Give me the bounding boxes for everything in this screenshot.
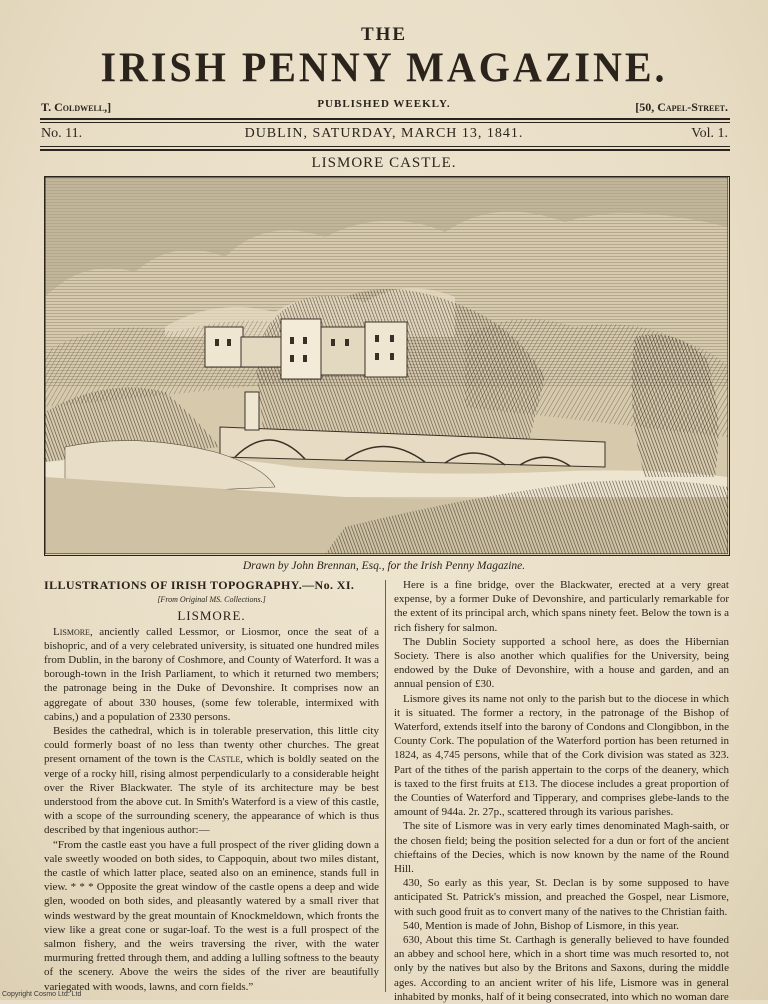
series-title: ILLUSTRATIONS OF IRISH TOPOGRAPHY.—No. XI.	[44, 578, 355, 592]
engraving-illustration	[45, 177, 728, 554]
publisher-name: T. Coldwell,]	[41, 100, 112, 114]
paragraph: The site of Lismore was in very early times denominated Magh-saith, or the chosen field; being the position selected for a dun or fort of the ancient chieftains of the Decies, which is now known by the name of the Round Hill.	[394, 820, 729, 876]
paragraph: 540, Mention is made of John, Bishop of Lismore, in this year.	[403, 919, 679, 932]
paragraph-text: , anciently called Lessmor, or Liosmor, once the seat of a bishopric, and of a very celebrated university, is situated one hundred miles from Dublin, in the barony of Coshmore, and County of Waterford. It was a borough-town in the Irish Parliament, to which it returned two members; the patronage being in the Duke of Devonshire. It comprises now an aggregate of about 330 houses, (some few tolerable, intermixed with cabins,) and a population of 2330 persons.	[44, 625, 379, 723]
quotation-text: “From the castle east you have a full prospect of the river gliding down a vale sweetly wooded on both sides, to Cappoquin, about two miles distant, the castle of which latter place, seated also on an eminence, stands full in view. * * * Opposite the great window of the castle opens a deep and wide glen, wooded on both sides, and pleasantly watered by a small river that winds westward by the great mountain of Knockmeldown, which fronts the view like a great cone or sugar-loaf. To the west is a full prospect of the salmon fishery, and the weirs traversing the river, with the water murmuring fretted through them, and adding a lulling softness to the beauty of the scenery. Above the weirs the sides of the river are beautifully variegated with woods, lawns, and corn fields.”	[44, 838, 379, 993]
paragraph: 630, About this time St. Carthagh is generally believed to have founded an abbey and school here, which in a short time was much resorted to, not only by the natives but also by the Britons and Saxons, during the middle ages. According to an ancient writer of his life, Lismore was in general inhabited by monks, half of it being consecrated, into which no woman dare	[394, 934, 729, 1003]
issue-volume: Vol. 1.	[691, 126, 728, 141]
header-rule-bottom	[40, 146, 730, 147]
paragraph: Here is a fine bridge, over the Blackwater, erected at a very great expense, by a former Duke of Devonshire, and particularly remarkable for the extent of its principal arch, which spans ninety feet. Below the town is a rich fishery for salmon.	[394, 579, 729, 634]
section-heading: LISMORE.	[177, 608, 246, 624]
header-rule-top	[40, 118, 730, 120]
series-note: [From Original MS. Collections.]	[157, 595, 266, 605]
paragraph: 430, So early as this year, St. Declan is by some supposed to have anticipated St. Patrick's mission, and preached the Gospel, near Lismore, with such good fruit as to convert many of the natives to the Christian faith.	[394, 877, 729, 918]
paragraph-text: , which is boldly seated on the verge of a rocky hill, rising almost perpendicularly to a considerable height over the River Blackwater. The style of its architecture may be best understood from the above cut. In Smith's Waterford is a view of this castle, with a scope of the surrounding scenery, the appearance of which is thus described by that ingenious author:—	[44, 753, 379, 837]
masthead-title: IRISH PENNY MAGAZINE.	[100, 43, 668, 92]
paragraph-lead: Lismore	[53, 625, 90, 638]
quotation	[44, 838, 379, 994]
issue-date: DUBLIN, SATURDAY, MARCH 13, 1841.	[244, 126, 524, 141]
right-column	[394, 578, 729, 1004]
header-rule-bottom-inner	[40, 149, 730, 151]
lismore-castle-engraving	[44, 176, 730, 556]
copyright-watermark: Copyright Cosmo Ltd. Ltd	[2, 991, 82, 998]
publisher-address: [50, Capel-Street.	[635, 100, 728, 114]
issue-number: No. 11.	[41, 126, 83, 141]
article-title: LISMORE CASTLE.	[311, 155, 457, 171]
masthead-the: THE	[360, 24, 408, 45]
left-column	[44, 578, 379, 994]
column-divider	[385, 580, 386, 992]
paragraph	[44, 625, 379, 724]
paragraph	[44, 724, 379, 838]
header-rule-top-inner	[40, 122, 730, 123]
engraving-caption: Drawn by John Brennan, Esq., for the Irish Penny Magazine.	[242, 560, 526, 572]
paragraph-emphasis: Castle	[208, 753, 241, 766]
paragraph: The Dublin Society supported a school here, as does the Hibernian Society. There is also another which qualifies for the University, being endowed by the Duke of Devonshire, with a house and garden, and an annual pension of £30.	[394, 635, 729, 691]
paragraph: Lismore gives its name not only to the parish but to the diocese in which it is situated. The former a rectory, in the patronage of the Bishop of Waterford, extends itself into the barony of Condons and Clongibbon, in the County Cork. The population of the Waterford portion has been returned in 1824, as 4,745 persons, while that of the Cork division was stated as 323. Part of the tithes of the parish appertain to the corps of the deanery, which is taxed to the first fruits at £13. The diocese includes a great proportion of the Counties of Waterford and Tipperary, and comprises glebe-lands to the amount of 944a. 2r. 27p., scattered through its various parishes.	[394, 692, 729, 819]
paragraph-text: Besides the cathedral, which is in tolerable preservation, this little city could formerly boast of no less than twenty other churches. The great present ornament of the town is the	[44, 725, 379, 766]
publication-frequency: PUBLISHED WEEKLY.	[317, 98, 451, 110]
